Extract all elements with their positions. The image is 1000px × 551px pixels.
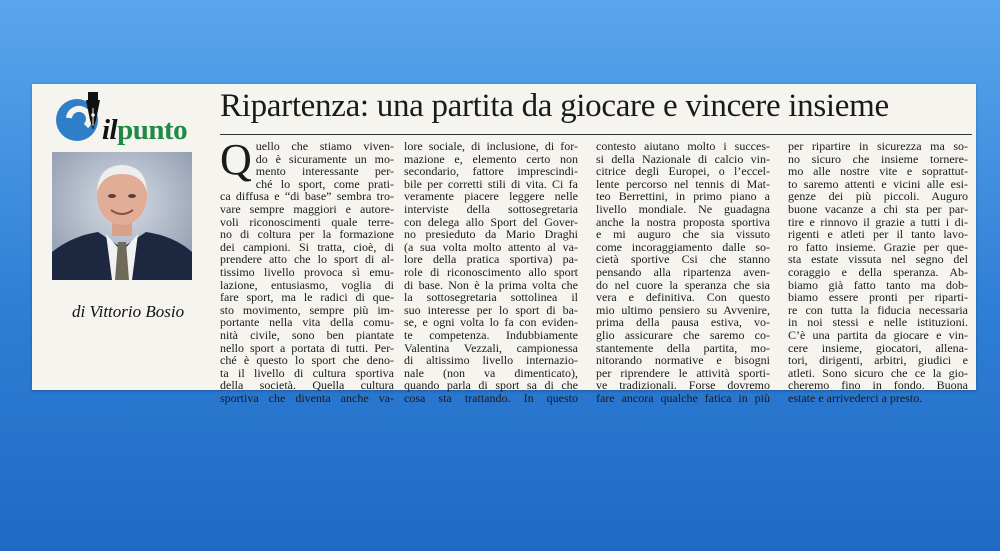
text-line: citrice degli Europei, o l’eccel- (596, 164, 770, 179)
fountain-pen-icon (50, 90, 110, 144)
text-line: genze dei più piccoli. Auguro (788, 189, 968, 204)
text-line: ché è questo lo sport che deno- (220, 353, 394, 368)
text-line: (a sua volta molto attento al va- (404, 239, 578, 254)
text-line: della società. Quella cultura (220, 378, 394, 393)
text-line: tori, dirigenti, arbitri, giudici e (788, 353, 968, 368)
text-line: di base. Non è la prima volta che (404, 277, 578, 292)
text-line: mazione e, elemento certo non (404, 151, 578, 166)
text-line: Valentina Vezzali, campionessa (404, 340, 578, 355)
text-line: estate e arrivederci a presto. (788, 390, 923, 405)
byline: di Vittorio Bosio (72, 302, 185, 321)
text-line: mento interessante per- (255, 164, 394, 179)
article-column-1 (220, 135, 394, 405)
text-line: secondario, fattore imprescindi- (404, 164, 578, 179)
article-column-4 (788, 139, 968, 405)
text-line: do nel cuore la speranza che sia (596, 277, 770, 292)
article-column-2 (404, 139, 578, 405)
article-column-3 (596, 139, 770, 405)
text-line: si della Nazionale di calcio vin- (596, 151, 770, 166)
text-line: ta il livello di cultura sportiva (220, 365, 394, 380)
headline-rule (220, 134, 972, 135)
text-line: portante nella vita della comu- (220, 315, 394, 330)
text-line: in noi stessi e nelle istituzioni. (788, 315, 968, 330)
text-line: prima della pausa estiva, vo- (596, 315, 770, 330)
text-line: teo Berrettini, in primo piano a (596, 189, 770, 204)
text-line: no sicuro che insieme tornere- (788, 151, 968, 166)
text-line: lore della pratica sportiva) pa- (404, 252, 578, 267)
text-line: coraggio e della speranza. Ab- (788, 264, 968, 279)
text-line: dei campioni. Si tratta, cioè, di (220, 239, 394, 254)
text-line: prendere atto che lo sport di al- (220, 252, 394, 267)
text-line: rigenti e atleti per il tanto lavo- (788, 227, 968, 242)
text-line: lore sociale, di inclusione, di for- (404, 139, 578, 153)
text-line: nità civile, sono ben piantate (220, 327, 394, 342)
logo-wordmark (102, 114, 187, 147)
text-line: lente percorso nel tennis di Mat- (596, 176, 770, 191)
drop-cap: Q (220, 135, 252, 184)
text-line: sta estate vissuta nel segno del (788, 252, 968, 267)
text-line: per riprendere le attività sporti- (596, 365, 770, 380)
text-line: suo interesse per lo sport di ba- (404, 302, 578, 317)
text-line: ro fatto insieme. Grazie per que- (788, 239, 968, 254)
headline: Ripartenza: una partita da giocare e vincere insieme (220, 88, 889, 124)
text-line: lazione, entusiasmo, voglia di (220, 277, 394, 292)
text-line: voli riconoscimenti quale terre- (220, 214, 394, 229)
text-line: fare ancora qualche fatica in più (596, 390, 770, 405)
text-line: livello mondiale. Ne guadagna (596, 201, 770, 216)
text-line: fare sport, ma le radici di que- (220, 290, 394, 305)
text-line: bile per corretti stili di vita. Ci fa (404, 176, 578, 191)
text-line: se, e ogni volta lo fa con eviden- (404, 315, 578, 330)
text-line: vera e definitiva. Con questo (596, 290, 770, 305)
text-line: no di coltura per la formazione (220, 227, 394, 242)
logo-suffix: punto (117, 114, 188, 146)
text-line: nello sport a portata di tutti. Per- (220, 340, 394, 355)
text-line: anche la nostra proposta sportiva (596, 214, 770, 229)
text-line: ca diffusa e “di base” sembra tro- (220, 189, 394, 204)
text-line: role di riconoscimento allo sport (404, 264, 578, 279)
text-line: cietà sportive Csi che stanno (596, 252, 770, 267)
text-line: re con tutta la fiducia necessaria (788, 302, 968, 317)
text-line: pensando alla ripartenza aven- (596, 264, 770, 279)
text-line: quando parla di sport sa di che (404, 378, 578, 393)
il-punto-logo (50, 90, 220, 144)
text-line: di altissimo livello internazio- (404, 353, 578, 368)
author-photo (52, 152, 192, 280)
text-line: sto movimento, sempre più im- (220, 302, 394, 317)
text-line: come incoraggiamento dalle so- (596, 239, 770, 254)
text-line: tissimo livello provoca sì emu- (220, 264, 394, 279)
text-line: per ripartire in sicurezza ma so- (788, 139, 968, 153)
text-line: mio ultimo pensiero su Avvenire, (596, 302, 770, 317)
text-line: atleti. Sono sicuro che ce la gio- (788, 365, 968, 380)
logo-prefix: il (102, 114, 118, 146)
text-line: no presieduto da Mario Draghi (404, 227, 578, 242)
text-line: interviste della sottosegretaria (404, 201, 578, 216)
text-line: con delega allo Sport del Gover- (404, 214, 578, 229)
text-line: mo alle nostre vite e soprattut- (788, 164, 968, 179)
text-line: to saremo attenti e vicini alle esi- (788, 176, 968, 191)
text-line: ve tradizionali. Forse dovremo (596, 378, 770, 393)
text-line: cosa sta trattando. In questo (404, 390, 578, 405)
text-line: cheremo fino in fondo. Buona (788, 378, 968, 393)
text-line: C’è una partita da giocare e vin- (788, 327, 968, 342)
text-line: biamo già fatto tanto ma dob- (788, 277, 968, 292)
newspaper-clipping (32, 84, 976, 405)
text-line: veramente piacere leggere nelle (404, 189, 578, 204)
text-line: te competenza. Indubbiamente (404, 327, 578, 342)
text-line: vare sempre maggiori e autore- (220, 201, 394, 216)
text-line: nitorando normative e bisogni (596, 353, 770, 368)
text-line: buone vacanze a chi sta per par- (788, 201, 968, 216)
text-line: glio assicurare che saremo co- (596, 327, 770, 342)
text-line: sportiva che diventa anche va- (220, 390, 394, 405)
text-line: tire e rinnovo il grazie a tutti i di- (788, 214, 968, 229)
text-line: stantemente della partita, mo- (596, 340, 770, 355)
text-line: uello che stiamo viven- (255, 139, 394, 153)
text-line: nale (non va dimenticato), (404, 365, 578, 380)
text-line: do è sicuramente un mo- (255, 151, 394, 166)
text-line: contesto aiutano molto i succes- (596, 139, 770, 153)
text-line: biamo essere pronti per riparti- (788, 290, 968, 305)
text-line: ché lo sport, come prati- (255, 176, 394, 191)
text-line: e mi auguro che sia vissuto (596, 227, 770, 242)
text-line: la sottosegretaria sottolinea il (404, 290, 578, 305)
text-line: cere insieme, giocatori, allena- (788, 340, 968, 355)
